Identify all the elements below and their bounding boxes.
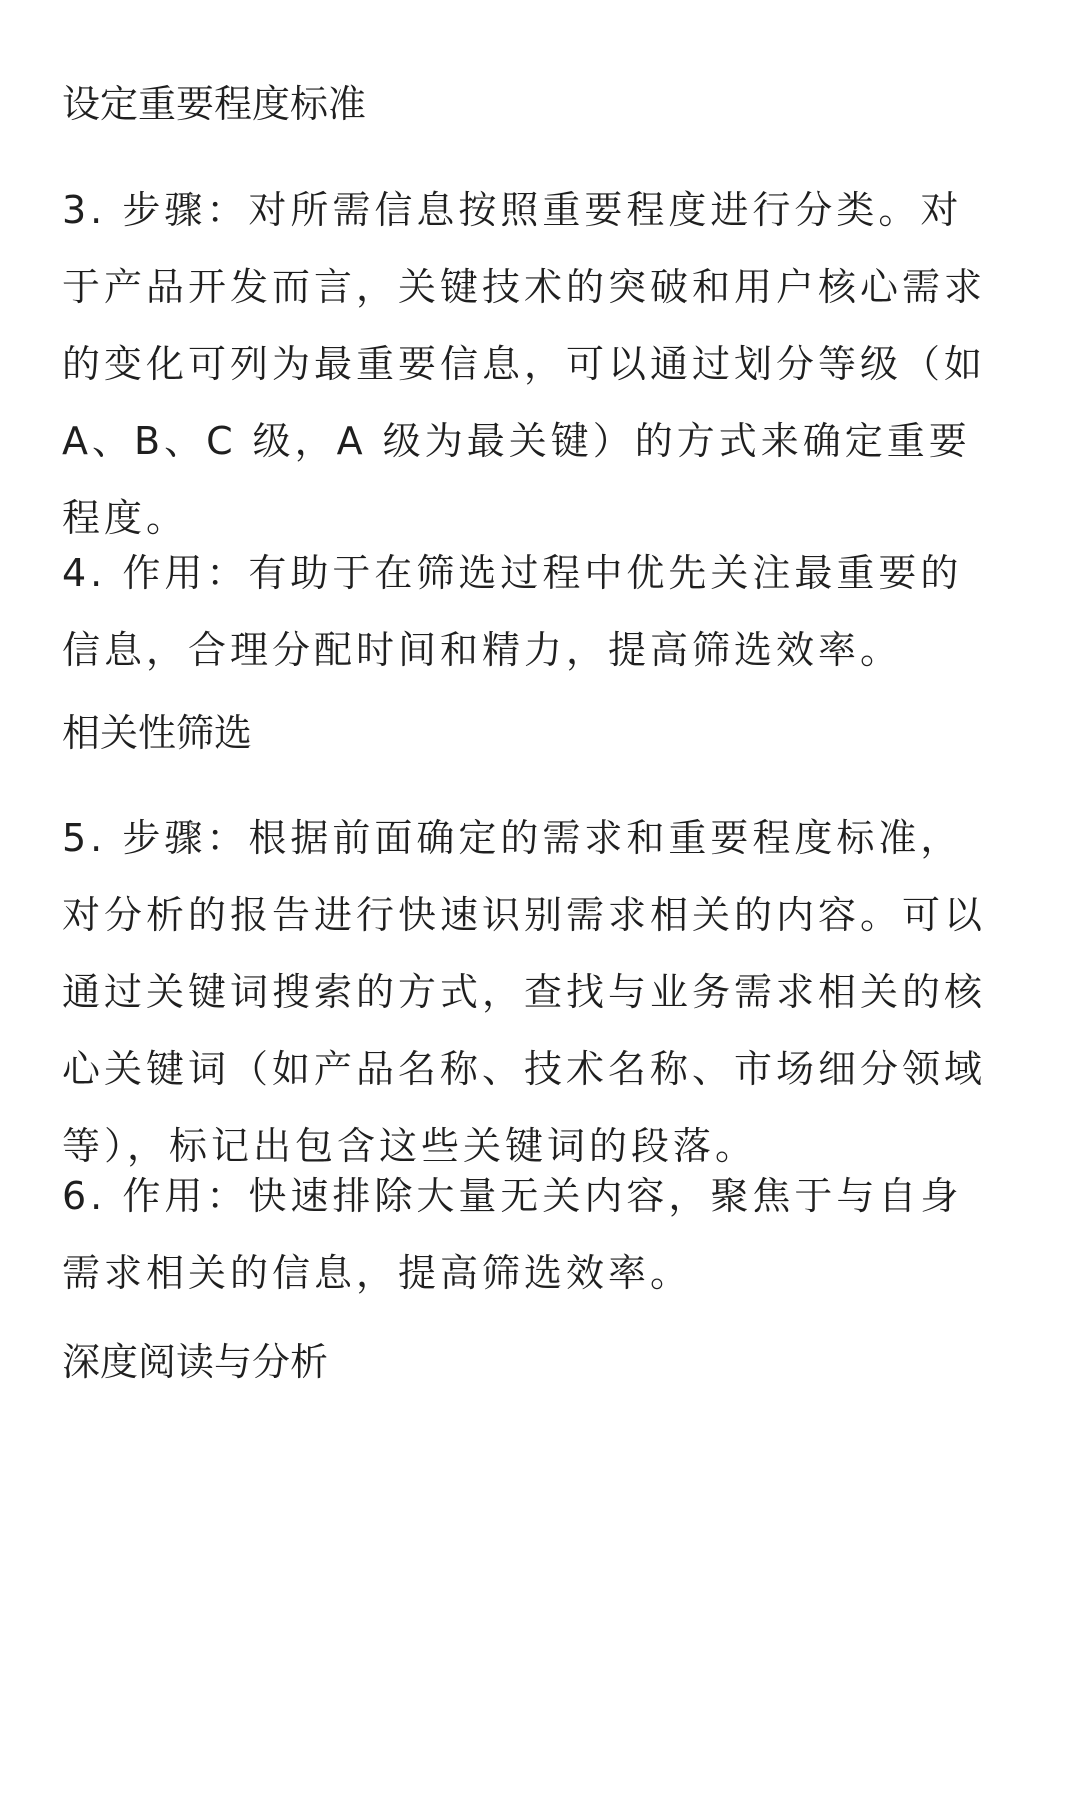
paragraph-line: A、B、C 级，A 级为最关键）的方式来确定重要: [62, 419, 971, 463]
section-heading-importance: 设定重要程度标准: [62, 82, 367, 126]
paragraph-line: 信息，合理分配时间和精力，提高筛选效率。: [62, 628, 903, 672]
paragraph-step-3: [62, 172, 1032, 557]
paragraph-line: 心关键词（如产品名称、技术名称、市场细分领域: [62, 1047, 987, 1091]
paragraph-purpose-4: [62, 535, 1032, 689]
paragraph-line: 于产品开发而言，关键技术的突破和用户核心需求: [62, 265, 987, 309]
paragraph-line: 3. 步骤：对所需信息按照重要程度进行分类。对: [62, 188, 963, 232]
paragraph-line: 程度。: [62, 496, 189, 540]
paragraph-line: 5. 步骤：根据前面确定的需求和重要程度标准，: [62, 816, 963, 860]
paragraph-line: 6. 作用：快速排除大量无关内容，聚焦于与自身: [62, 1174, 963, 1218]
paragraph-line: 需求相关的信息，提高筛选效率。: [62, 1251, 693, 1295]
paragraph-purpose-6: [62, 1158, 1032, 1312]
section-heading-deep-reading: 深度阅读与分析: [62, 1340, 329, 1384]
section-heading-relevance: 相关性筛选: [62, 711, 253, 755]
paragraph-step-5: [62, 800, 1032, 1185]
paragraph-line: 对分析的报告进行快速识别需求相关的内容。可以: [62, 893, 987, 937]
paragraph-line: 4. 作用：有助于在筛选过程中优先关注最重要的: [62, 551, 963, 595]
paragraph-line: 等），标记出包含这些关键词的段落。: [62, 1124, 758, 1168]
paragraph-line: 的变化可列为最重要信息，可以通过划分等级（如: [62, 342, 987, 386]
paragraph-line: 通过关键词搜索的方式，查找与业务需求相关的核: [62, 970, 987, 1014]
